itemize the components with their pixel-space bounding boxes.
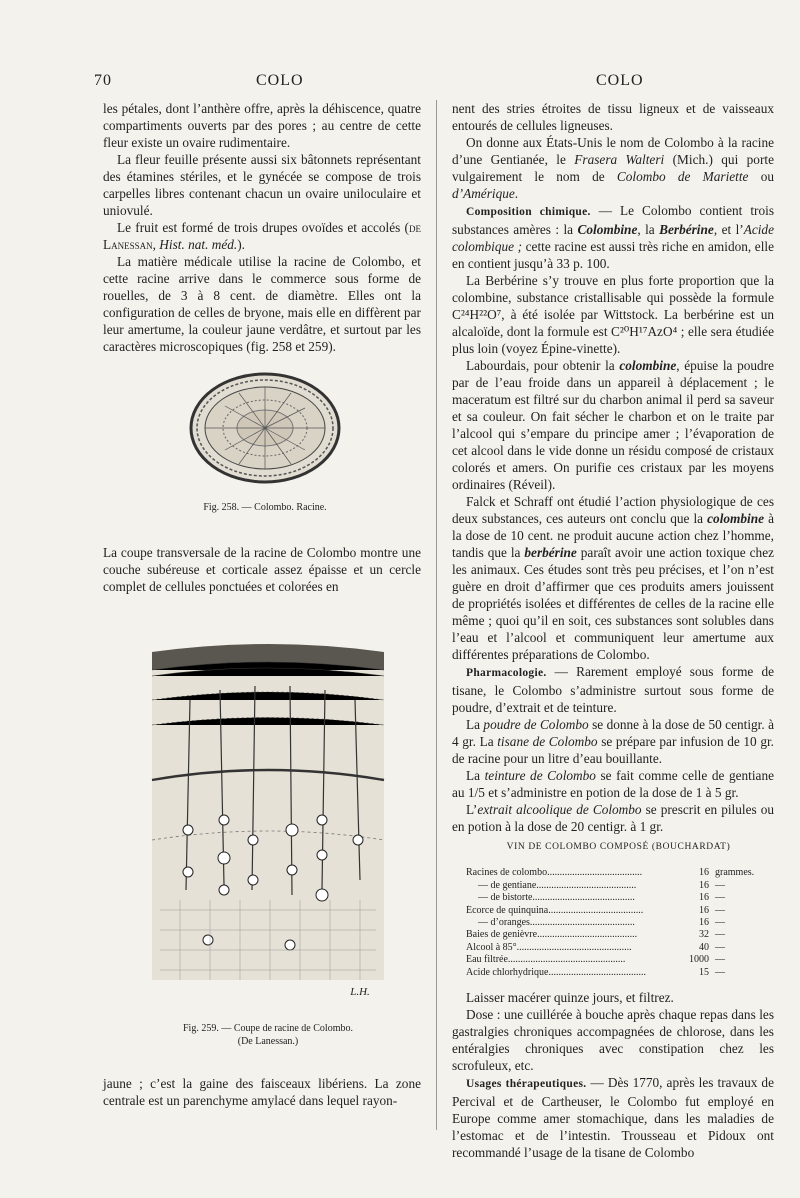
ingredient: — de bistorte......................................... — [478, 892, 635, 904]
unit: — — [715, 954, 725, 966]
recipe-title: VIN DE COLOMBO COMPOSÉ (BOUCHARDAT) — [506, 842, 731, 852]
ingredient: — de gentiane........................................ — [478, 879, 637, 891]
section-rubric: Usages thérapeutiques. — [466, 1078, 587, 1091]
paragraph — [452, 716, 774, 767]
text-run: ). — [237, 237, 245, 252]
recipe-row — [466, 917, 771, 929]
paragraph — [452, 1074, 774, 1161]
ingredient: — d’oranges.......................................... — [478, 917, 635, 929]
paragraph: Laisser macérer quinze jours, et filtrez. — [466, 990, 674, 1006]
figure-259-caption-line-1: Fig. 259. — Coupe de racine de Colombo. — [183, 1023, 353, 1034]
species-name: Frasera Walteri — [574, 152, 665, 167]
term: extrait alcoolique de Colombo — [477, 802, 642, 817]
paragraph — [452, 357, 774, 493]
term: berbérine — [524, 545, 577, 560]
page-number: 70 — [94, 72, 112, 89]
figure-259-caption-line-2: (De Lanessan.) — [237, 1036, 299, 1047]
text-run: Le fruit est formé de trois drupes ovoïdes et accolés ( — [117, 220, 409, 235]
term: tisane de Colombo — [497, 734, 598, 749]
term: colombine — [619, 358, 677, 373]
text-run: se fait comme celle de gentiane au 1/5 et s’administre en potion de la dose de 1 à 5 gr. — [452, 768, 774, 800]
term: teinture de Colombo — [484, 768, 596, 783]
left-column — [103, 100, 421, 355]
text-run: à la dose de 10 cent. ne produit aucune action chez l’homme, tandis que la — [452, 511, 774, 560]
unit: — — [715, 929, 725, 941]
unit: — — [715, 904, 725, 916]
term: Colombine — [577, 222, 638, 237]
right-column — [452, 100, 774, 1161]
recipe-row — [466, 942, 771, 954]
running-head-left: COLO — [256, 72, 304, 89]
term: poudre de Colombo — [483, 717, 589, 732]
ingredient: Alcool à 85°.............................................. — [466, 941, 632, 953]
figure-259-caption — [150, 1022, 386, 1048]
figure-259-signature: L.H. — [350, 986, 370, 998]
text-run: , la — [637, 222, 660, 237]
text-run: La — [466, 717, 484, 732]
recipe-row — [466, 880, 771, 892]
quantity: 16 — [699, 867, 709, 879]
quantity: 16 — [699, 917, 709, 929]
paragraph — [452, 134, 774, 202]
unit: — — [715, 892, 725, 904]
paragraph: La coupe transversale de la racine de Colombo montre une couche subéreuse et corticale assez épaisse et un cercle complet de cellules ponctuées et colorées en — [103, 545, 421, 594]
recipe-row — [466, 905, 771, 917]
text-run: Labourdais, pour obtenir la — [466, 358, 620, 373]
paragraph: Le fruit est formé de trois drupes ovoïdes et accolés (de Lanessan, Hist. nat. méd.). — [103, 220, 421, 252]
figure-258-root-section — [186, 368, 344, 490]
section-rubric: Composition chimique. — [466, 206, 591, 218]
text-run: . — [514, 186, 519, 201]
paragraph — [452, 493, 774, 663]
term: Acide colombique ; — [452, 222, 774, 254]
paragraph: jaune ; c’est la gaine des faisceaux libériens. La zone centrale est un parenchyme amylacé dans lequel rayon- — [103, 1076, 421, 1108]
author-ref: de Lanessan — [103, 220, 421, 252]
text-run: se prépare par infusion de 10 gr. de racine pour un litre d’eau bouillante. — [452, 734, 775, 766]
figure-259-root-cross-section — [150, 640, 386, 980]
text-run: se donne à la dose de 50 centigr. à 4 gr. La — [452, 717, 774, 749]
recipe-table — [466, 841, 771, 979]
text-run: cette racine est aussi très riche en amidon, elle en contient jusqu’à 33 p. 100. — [452, 239, 775, 271]
text-run: paraît avoir une action toxique chez les animaux. Ces études sont très peu précises, et l’on n’est guère en droit d’affirmer que ces produits amers jouissent de propriétés isolées et différentes de celles de la racine elle même ; quoi qu’il en soit, ces substances sont solubles dans l’eau et l’alcool et communiquent leur amertume aux différentes préparations de Colombo. — [452, 545, 775, 662]
unit: — — [715, 917, 725, 929]
paragraph: La fleur feuille présente aussi six bâtonnets représentant des étamines stériles, et le gynécée se compose de trois carpelles libres contenant chacun un ovaire uniloculaire et uniovulé. — [103, 152, 421, 218]
paragraph — [452, 663, 774, 716]
text-run: — Le Colombo contient trois substances amères : la — [452, 203, 774, 237]
text-run: L’ — [466, 802, 478, 817]
text-run: — Dès 1770, après les travaux de Percival et de Cartheuser, le Colombo fut employé en Europe comme amer stomachique, dans les maladies de l’estomac et de l’intestin. Trousseau et Pidoux ont recommandé l’usage de la tisane de Colombo — [452, 1075, 774, 1161]
term: colombine — [707, 511, 765, 526]
text-run: , et l’ — [713, 222, 744, 237]
paragraph: nent des stries étroites de tissu ligneux et de vaisseaux entourés de cellules ligneuses. — [452, 101, 774, 133]
text-run: (Mich.) qui porte vulgairement le nom de — [452, 152, 774, 184]
section-rubric: Pharmacologie. — [466, 667, 547, 679]
column-rule — [436, 100, 437, 1130]
quantity: 15 — [699, 966, 709, 978]
recipe-row — [466, 967, 771, 979]
recipe-row — [466, 892, 771, 904]
paragraph: La Berbérine s’y trouve en plus forte proportion que la colombine, substance cristallisable qui possède la formule C²⁴H²²O⁷, à été isolée par Wittstock. La berbérine est un alcaloïde, dont la formule est C²⁰H¹⁷AzO⁴ ; elle sera étudiée plus loin (voyez Épine-vinette). — [452, 273, 774, 356]
ingredient: Eau filtrée............................................... — [466, 954, 626, 966]
text-run: , épuise la poudre par de l’eau froide dans un appareil à déplacement ; le maceratum est filtré sur du charbon animal il perd sa saveur et sa couleur. On fait sécher le charbon et on le traite par l’alcool qui s’empare du principe amer ; l’évaporation de cet alcool dans le vide donne un résidu composé de cristaux colorés et amers. On purifie ces cristaux par les moyens ordinaires (Réveil). — [452, 358, 774, 492]
ingredient: Baies de genièvre........................................ — [466, 929, 638, 941]
quantity: 16 — [699, 892, 709, 904]
paragraph: Dose : une cuillérée à bouche après chaque repas dans les gastralgies chroniques accompagnées de chlorose, dans les entéralgies chroniques avec constipation chez les scrofuleux, etc. — [452, 1007, 774, 1074]
quantity: 1000 — [689, 954, 709, 966]
paragraph: La matière médicale utilise la racine de Colombo, et cette racine arrive dans le commerce sous forme de rouelles, de 3 à 8 cent. de diamètre. Elles ont la configuration de celles de bryone, mais elle en diffèrent par leur amertume, la couleur jaune verdâtre, et surtout par les caractères microscopiques (fig. 258 et 259). — [103, 254, 421, 354]
text-run: se prescrit en pilules ou en potion à la dose de 20 centigr. à 1 gr. — [452, 802, 775, 834]
paragraph — [452, 801, 774, 835]
unit: — — [715, 941, 725, 953]
ingredient: Écorce de quinquina...................................... — [466, 904, 644, 916]
text-run: Falck et Schraff ont étudié l’action physiologique de ces deux substances, ces auteurs ont conclu que la — [452, 494, 774, 526]
quantity: 40 — [699, 941, 709, 953]
text-run: ou — [748, 169, 775, 184]
quantity: 16 — [699, 904, 709, 916]
term: Colombo de Mariette — [616, 169, 749, 184]
ingredient: Acide chlorhydrique....................................... — [466, 966, 646, 978]
text-run: La — [466, 768, 485, 783]
quantity: 16 — [699, 879, 709, 891]
work-ref: Hist. nat. méd. — [159, 237, 238, 252]
text-run: — Rarement employé sous forme de tisane, le Colombo s’administre surtout sous forme de poudre, d’extrait et de teinture. — [452, 664, 774, 715]
unit: grammes. — [715, 867, 755, 879]
figure-258-caption: Fig. 258. — Colombo. Racine. — [203, 502, 327, 513]
running-head-right: COLO — [596, 72, 644, 89]
quantity: 32 — [699, 929, 709, 941]
unit: — — [715, 966, 725, 978]
paragraph — [452, 767, 774, 801]
unit: — — [715, 879, 725, 891]
term: Berbérine — [659, 222, 714, 237]
ingredient: Racines de colombo...................................... — [466, 867, 643, 879]
recipe-row — [466, 954, 771, 966]
recipe-row — [466, 929, 771, 941]
term: d’Amérique — [452, 186, 515, 201]
paragraph: les pétales, dont l’anthère offre, après la déhiscence, quatre compartiments ouverts par des pores ; au centre de cette fleur existe un ovaire rudimentaire. — [103, 101, 421, 150]
text-run: On donne aux États-Unis le nom de Colombo à la racine d’une Gentianée, le — [452, 135, 774, 167]
paragraph — [452, 202, 774, 272]
recipe-row — [466, 867, 771, 879]
